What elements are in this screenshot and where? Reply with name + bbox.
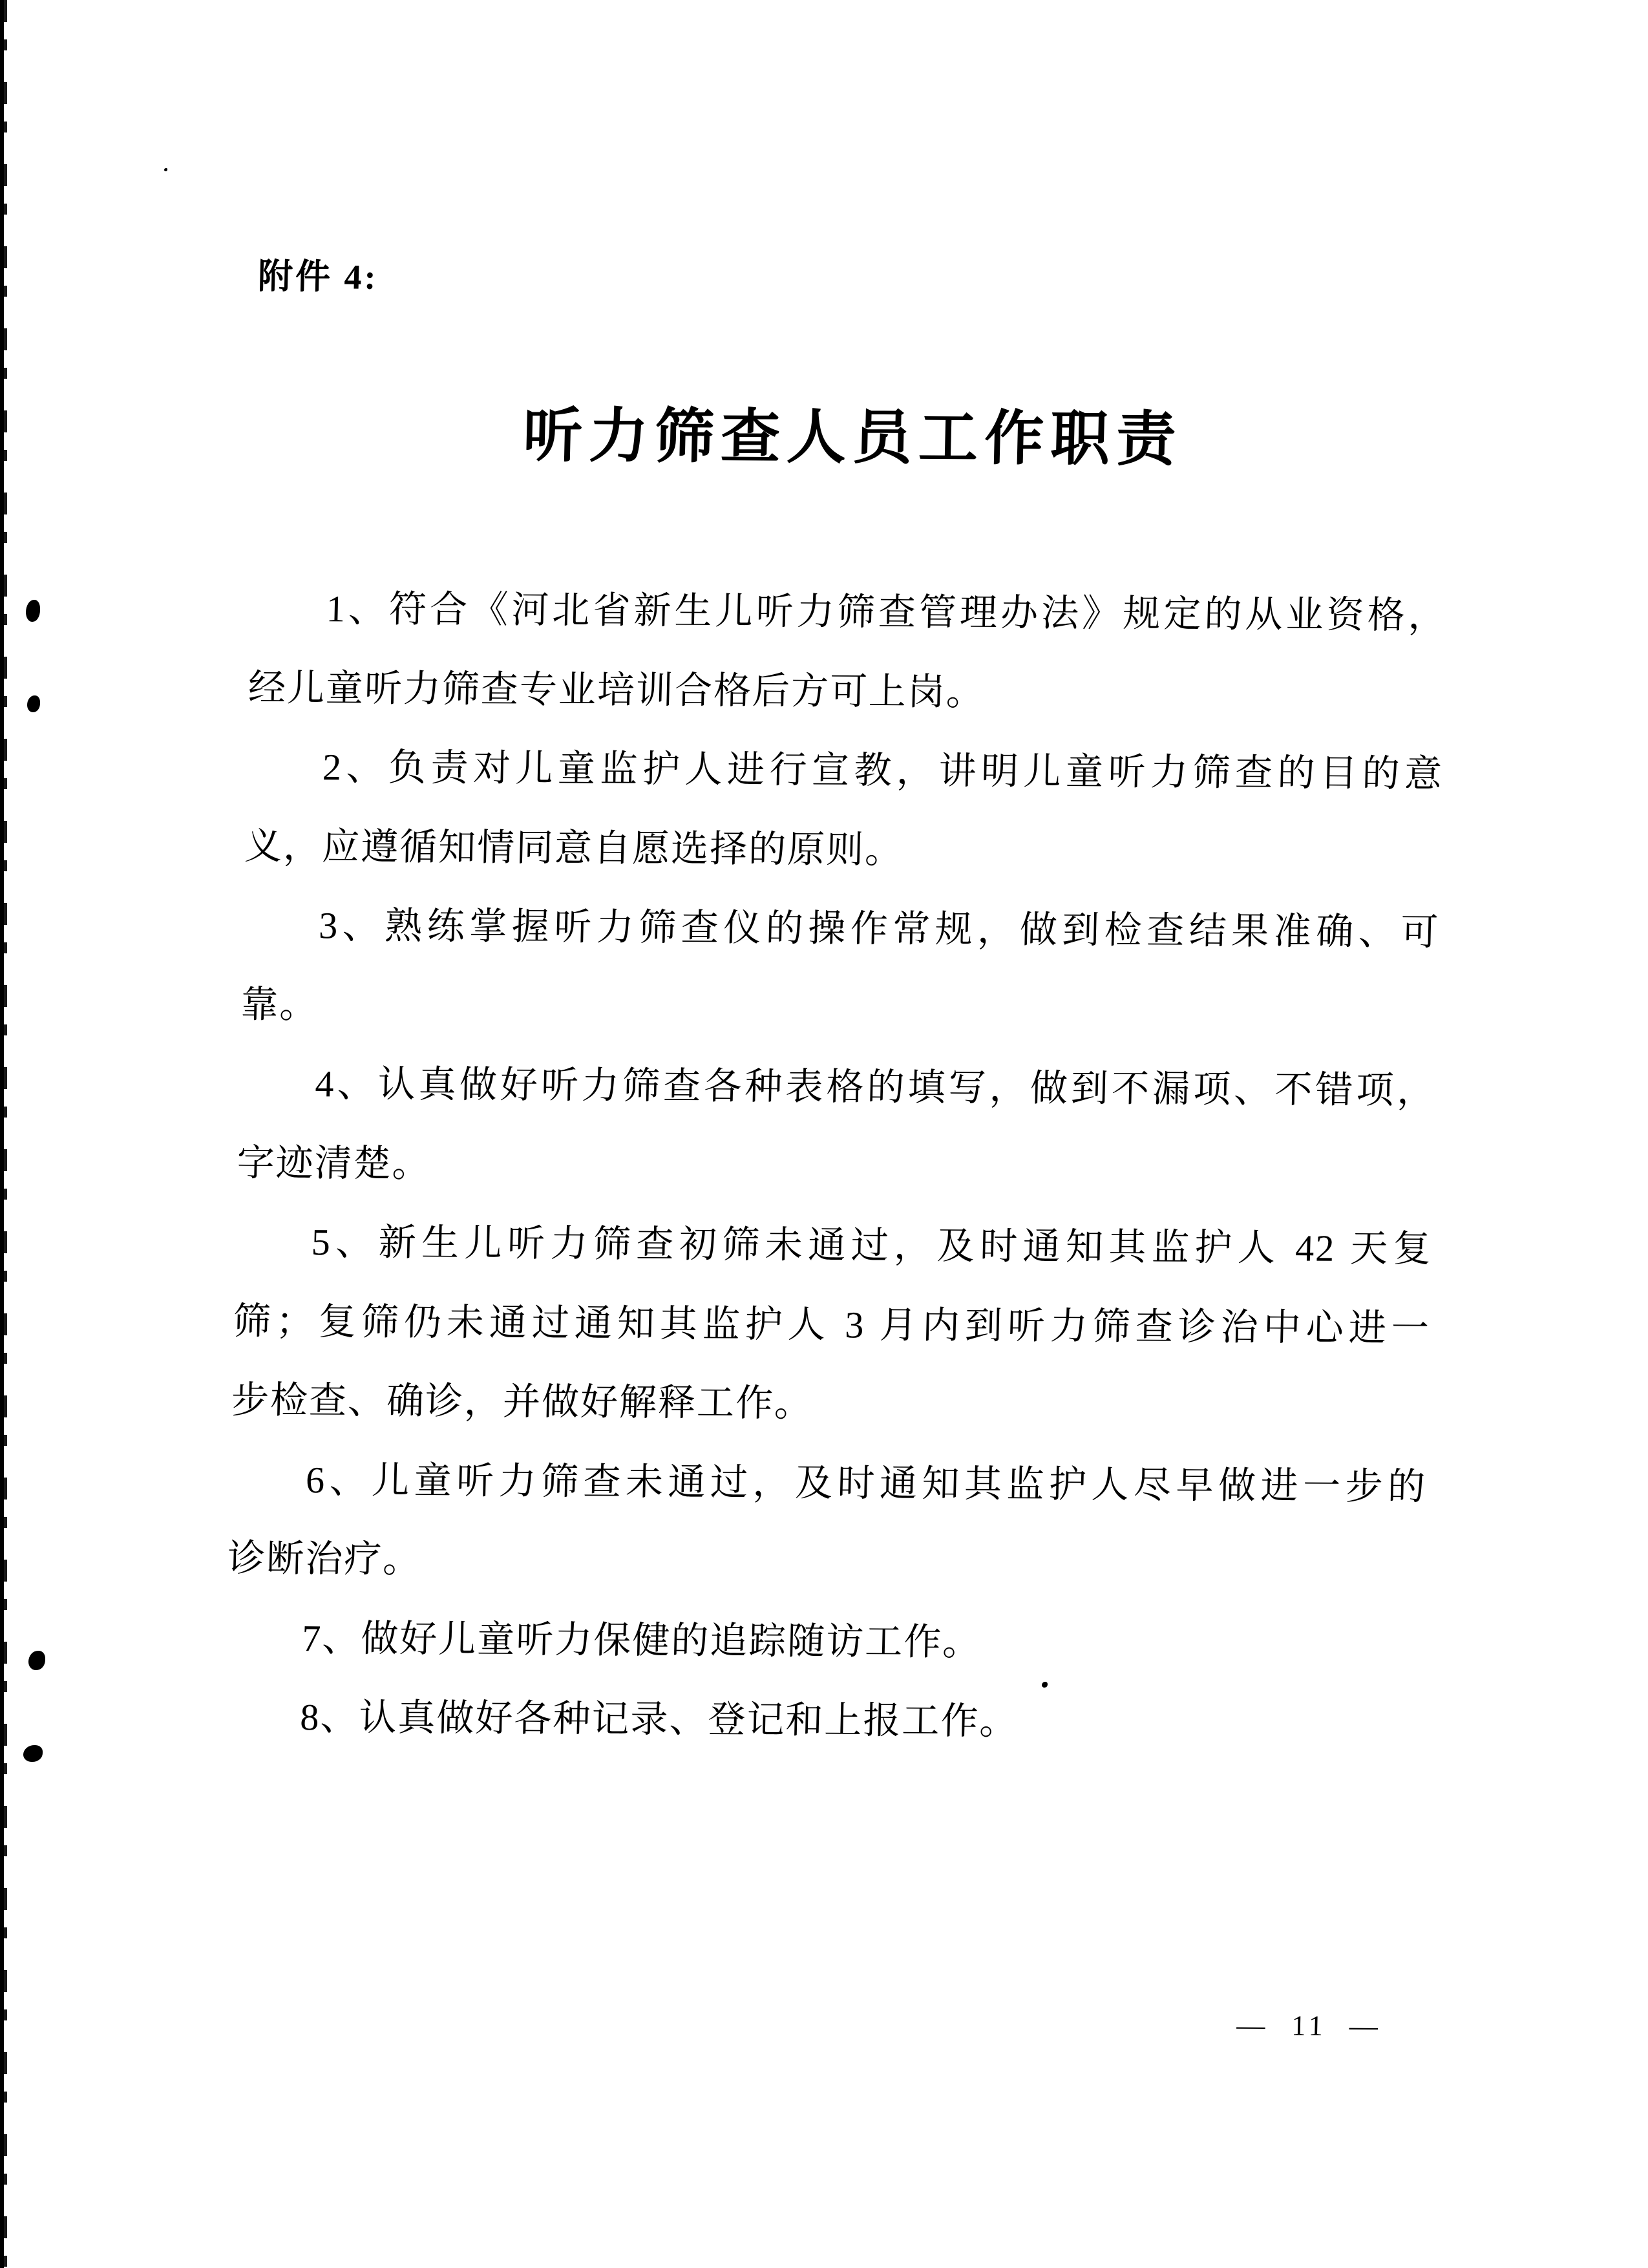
text-line: 1、符合《河北省新生儿听力筛查管理办法》规定的从业资格， bbox=[326, 588, 1448, 637]
attachment-label: 附件 4: bbox=[257, 257, 379, 297]
text-line: 字迹清楚。 bbox=[236, 1141, 432, 1185]
text-line: 筛；复筛仍未通过通知其监护人 3 月内到听力筛查诊治中心进一 bbox=[233, 1299, 1431, 1350]
text-line: 5、新生儿听力筛查初筛未通过，及时通知其监护人 42 天复 bbox=[311, 1221, 1433, 1270]
text-line: 经儿童听力筛查专业培训合格后方可上岗。 bbox=[248, 666, 986, 714]
text-line: 6、儿童听力筛查未通过，及时通知其监护人尽早做进一步的 bbox=[305, 1458, 1427, 1508]
document-title: 听力筛查人员工作职责 bbox=[522, 403, 1183, 473]
text-line: 8、认真做好各种记录、登记和上报工作。 bbox=[299, 1696, 1019, 1743]
text-line: 2、负责对儿童监护人进行宣教，讲明儿童听力筛查的目的意 bbox=[322, 746, 1444, 795]
text-line: 靠。 bbox=[240, 982, 319, 1026]
text-line: 4、认真做好听力筛查各种表格的填写，做到不漏项、不错项， bbox=[314, 1063, 1437, 1112]
page-number: — 11 — bbox=[1236, 2009, 1382, 2042]
text-line: 7、做好儿童听力保健的追踪随访工作。 bbox=[301, 1616, 982, 1664]
text-line: 3、熟练掌握听力筛查仪的操作常规，做到检查结果准确、可 bbox=[318, 904, 1441, 953]
text-line: 步检查、确诊，并做好解释工作。 bbox=[231, 1379, 814, 1425]
document-body bbox=[223, 569, 1448, 1765]
text-line: 诊断治疗。 bbox=[227, 1537, 423, 1581]
text-line: 义，应遵循知情同意自愿选择的原则。 bbox=[244, 825, 905, 871]
